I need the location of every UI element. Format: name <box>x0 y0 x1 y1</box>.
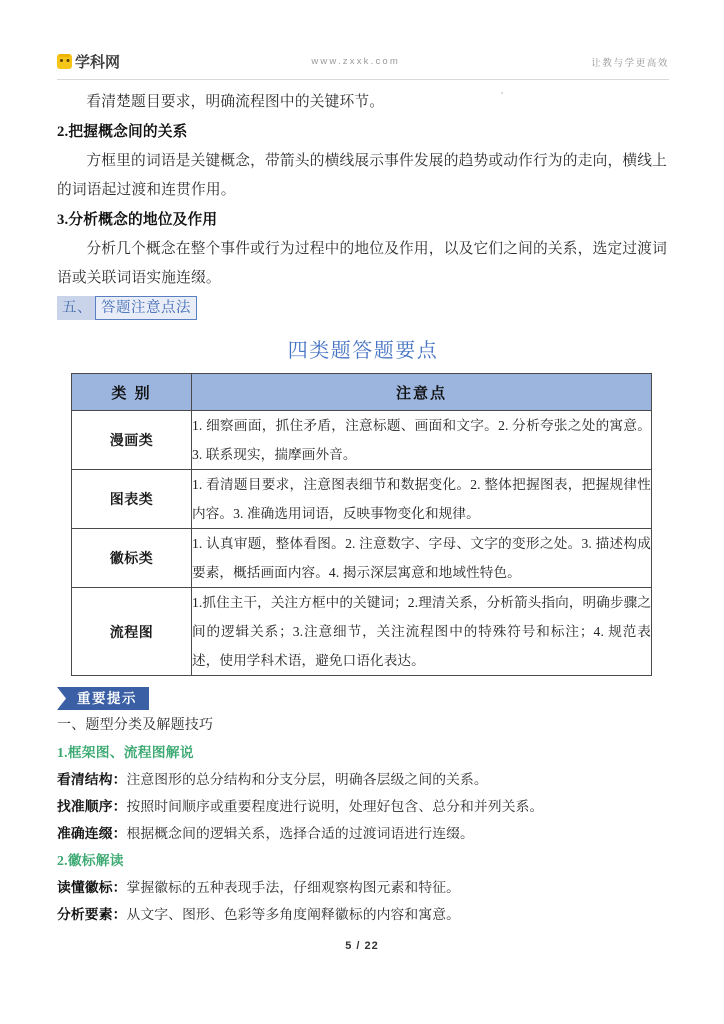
tips-item-label: 找准顺序： <box>57 799 127 814</box>
table-row <box>72 470 652 529</box>
paragraph-3: 分析几个概念在整个事件或行为过程中的地位及作用，以及它们之间的关系，选定过渡词语或关联词语实施连缀。 <box>57 241 668 286</box>
heading-3: 3.分析概念的地位及作用 <box>57 212 218 228</box>
tips-group-2-item <box>57 901 669 928</box>
row-points: 1. 看清题目要求，注意图表细节和数据变化。2. 整体把握图表，把握规律性内容。3. 准确选用词语，反映事物变化和规律。 <box>192 470 652 529</box>
row-points: 1. 细察画面，抓住矛盾，注意标题、画面和文字。2. 分析夸张之处的寓意。3. 联系现实，揣摩画外音。 <box>192 411 652 470</box>
tips-item-text: 注意图形的总分结构和分支分层，明确各层级之间的关系。 <box>126 772 488 787</box>
row-points: 1. 认真审题，整体看图。2. 注意数字、字母、文字的变形之处。3. 描述构成要素，概括画面内容。4. 揭示深层寓意和地域性特色。 <box>192 529 652 588</box>
tips-item-label: 看清结构： <box>57 772 127 787</box>
table-row <box>72 588 652 676</box>
section-tag-label: 答题注意点法 <box>95 296 197 320</box>
row-category: 流程图 <box>72 588 192 676</box>
tips-item-text: 按照时间顺序或重要程度进行说明，处理好包含、总分和并列关系。 <box>126 799 544 814</box>
zxxk-mascot-icon <box>57 54 72 69</box>
tips-group-1-item <box>57 820 669 847</box>
tips-group-2-item <box>57 874 669 901</box>
important-tips-badge-row <box>57 687 669 710</box>
page-footer <box>0 940 724 952</box>
paragraph-2: 方框里的词语是关键概念，带箭头的横线展示事件发展的趋势或动作行为的走向，横线上的词语起过渡和连贯作用。 <box>57 153 668 198</box>
document-header <box>57 44 669 80</box>
table-header-category: 类 别 <box>72 374 192 411</box>
header-slogan: 让教与学更高效 <box>591 57 669 69</box>
tips-item-label: 分析要素： <box>57 907 127 922</box>
tips-item-label: 准确连缀： <box>57 826 127 841</box>
document-content <box>57 88 669 928</box>
table-row <box>72 529 652 588</box>
tips-item-label: 读懂徽标： <box>57 880 127 895</box>
paragraph-line-1: 看清楚题目要求，明确流程图中的关键环节。 <box>86 94 385 110</box>
section-tag-five <box>57 296 197 320</box>
heading-2: 2.把握概念间的关系 <box>57 124 188 140</box>
site-logo[interactable] <box>57 51 120 72</box>
table-header-points: 注意点 <box>192 374 652 411</box>
tips-item-text: 从文字、图形、色彩等多角度阐释徽标的内容和寓意。 <box>126 907 461 922</box>
tips-group-1-item <box>57 766 669 793</box>
table-body <box>72 411 652 676</box>
important-tips-badge: 重要提示 <box>57 687 149 710</box>
row-category: 徽标类 <box>72 529 192 588</box>
answer-points-table <box>71 373 652 676</box>
table-header-row <box>72 374 652 411</box>
tips-item-text: 掌握徽标的五种表现手法，仔细观察构图元素和特征。 <box>126 880 461 895</box>
table-row <box>72 411 652 470</box>
tips-group-1-item <box>57 793 669 820</box>
tips-section-heading: 一、题型分类及解题技巧 <box>57 718 214 733</box>
tips-group-1-heading: 1.框架图、流程图解说 <box>57 745 194 760</box>
tips-group-2-heading: 2.徽标解读 <box>57 853 124 868</box>
table-head <box>72 374 652 411</box>
section-tag-number: 五、 <box>57 296 95 320</box>
page-indicator: 5 / 22 <box>345 940 379 952</box>
tips-item-text: 根据概念间的逻辑关系，选择合适的过渡词语进行连缀。 <box>126 826 474 841</box>
table-title: 四类题答题要点 <box>287 340 439 362</box>
row-points: 1.抓住主干，关注方框中的关键词；2.理清关系，分析箭头指向，明确步骤之间的逻辑关系；3.注意细节，关注流程图中的特殊符号和标注；4. 规范表述，使用学科术语，避免口语化表达。 <box>192 588 652 676</box>
row-category: 漫画类 <box>72 411 192 470</box>
site-logo-text: 学科网 <box>75 54 121 71</box>
row-category: 图表类 <box>72 470 192 529</box>
header-url: www.zxxk.com <box>311 56 400 67</box>
